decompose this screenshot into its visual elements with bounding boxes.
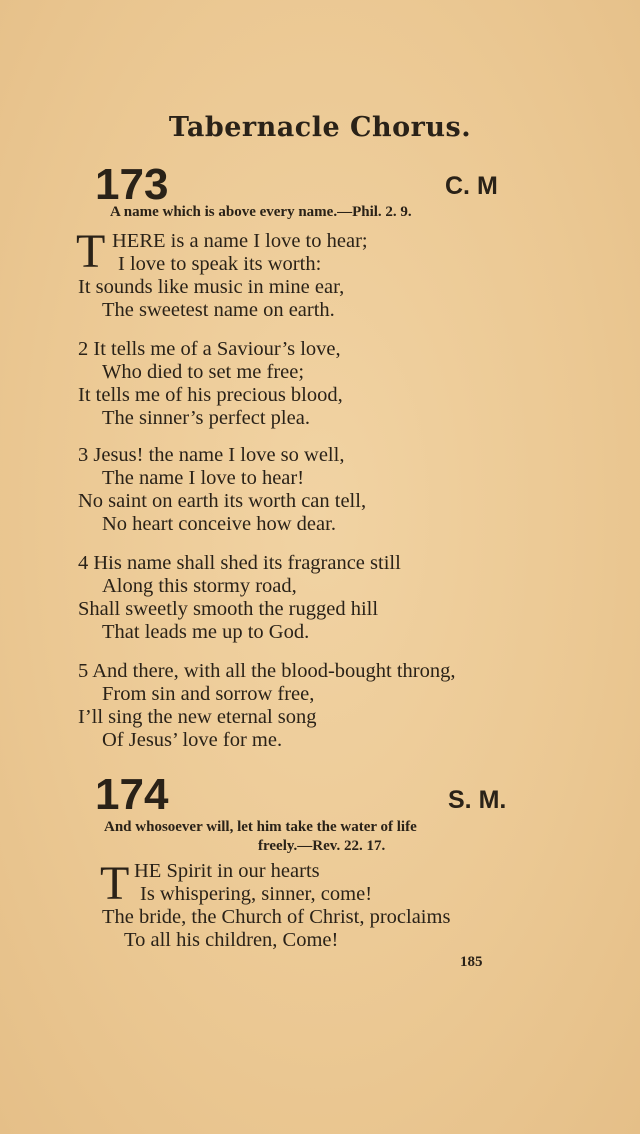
hymn-epigraph: freely.—Rev. 22. 17.: [258, 838, 386, 854]
verse-line: From sin and sorrow free,: [102, 683, 315, 705]
page-number: 185: [460, 954, 483, 970]
hymn-epigraph: A name which is above every name.—Phil. 2. 9.: [110, 204, 412, 220]
verse-line: To all his children, Come!: [124, 929, 339, 951]
verse-line: 3 Jesus! the name I love so well,: [78, 444, 345, 466]
hymn-number: 173: [95, 160, 169, 209]
hymn-epigraph: And whosoever will, let him take the water of life: [104, 819, 417, 835]
drop-cap: T: [76, 225, 106, 278]
verse-line: 4 His name shall shed its fragrance still: [78, 552, 401, 574]
hymn-number: 174: [95, 770, 169, 819]
verse-line: Is whispering, sinner, come!: [140, 883, 373, 905]
verse-line: That leads me up to God.: [102, 621, 310, 643]
verse-line: I’ll sing the new eternal song: [78, 706, 317, 728]
verse-line: 5 And there, with all the blood-bought throng,: [78, 660, 456, 682]
verse-line: HE Spirit in our hearts: [134, 860, 320, 882]
verse-line: Along this stormy road,: [102, 575, 297, 597]
verse-line: The sinner’s perfect plea.: [102, 407, 310, 429]
verse-line: It tells me of his precious blood,: [78, 384, 343, 406]
verse-line: Who died to set me free;: [102, 361, 305, 383]
verse-line: The name I love to hear!: [102, 467, 305, 489]
verse-line: No saint on earth its worth can tell,: [78, 490, 367, 512]
verse-line: Of Jesus’ love for me.: [102, 729, 283, 751]
hymn-meter: S. M.: [448, 786, 507, 814]
verse-line: The bride, the Church of Christ, proclaims: [102, 906, 451, 928]
verse-line: I love to speak its worth:: [118, 253, 322, 275]
verse-line: HERE is a name I love to hear;: [112, 230, 368, 252]
page-header: Tabernacle Chorus.: [168, 112, 472, 143]
drop-cap: T: [100, 857, 130, 910]
verse-line: No heart conceive how dear.: [102, 513, 336, 535]
verse-line: 2 It tells me of a Saviour’s love,: [78, 338, 341, 360]
hymn-meter: C. M: [445, 172, 498, 200]
verse-line: The sweetest name on earth.: [102, 299, 335, 321]
verse-line: It sounds like music in mine ear,: [78, 276, 345, 298]
verse-line: Shall sweetly smooth the rugged hill: [78, 598, 379, 620]
